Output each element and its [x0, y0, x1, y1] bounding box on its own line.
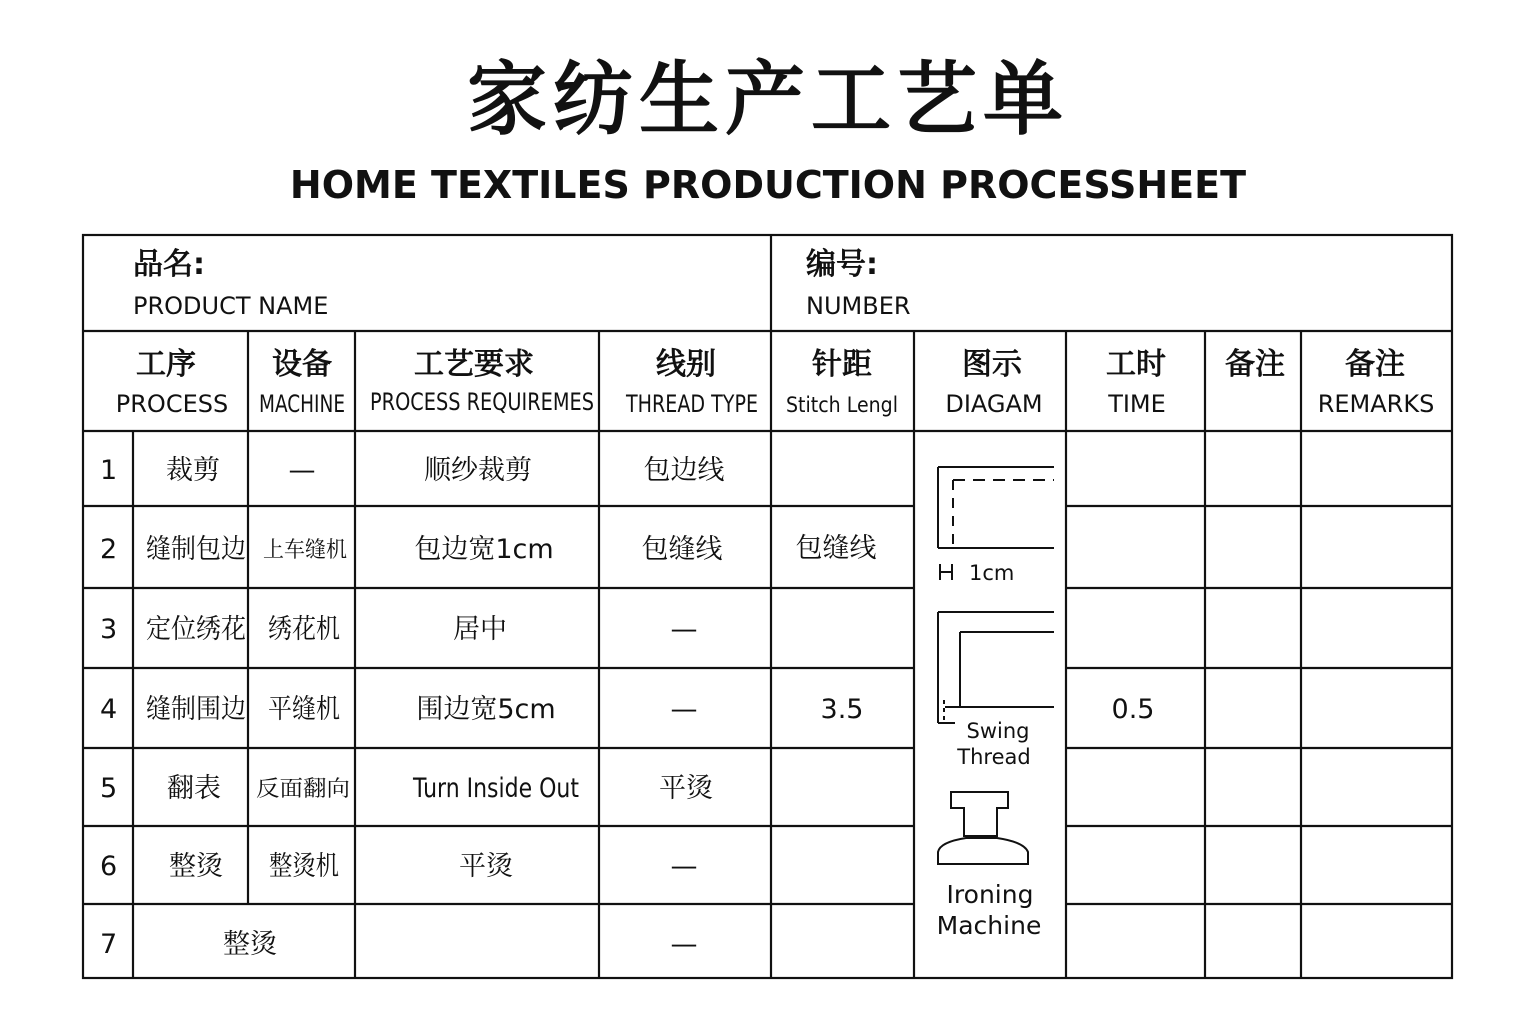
product-name-label-en: PRODUCT NAME — [133, 292, 329, 320]
machine-cell: 绣花机 — [268, 614, 340, 645]
table-row — [100, 455, 725, 486]
ironing-machine-icon — [938, 792, 1028, 864]
thread-cell: — — [670, 851, 698, 882]
table-row — [100, 773, 713, 804]
header-time-en: TIME — [1108, 390, 1166, 418]
header-remarks-en: REMARKS — [1317, 390, 1435, 418]
table-row — [100, 851, 698, 882]
row-number: 4 — [100, 694, 118, 725]
thread-cell: 平烫 — [659, 773, 713, 804]
header-process-en: PROCESS — [115, 390, 229, 418]
table-row — [100, 929, 698, 960]
header-diagram-cn: 图示 — [962, 347, 1022, 382]
machine-cell: — — [288, 455, 316, 486]
header-stitch-en: Stitch Lengl — [786, 393, 898, 417]
machine-cell: 整烫机 — [269, 851, 339, 882]
row-number: 2 — [100, 534, 118, 565]
requirement-cell: 顺纱裁剪 — [424, 455, 532, 486]
number-label-en: NUMBER — [806, 292, 911, 320]
thread-cell: 包边线 — [643, 455, 725, 486]
machine-cell: 平缝机 — [268, 694, 340, 725]
swing-thread-icon — [938, 612, 1054, 723]
requirement-cell: Turn Inside Out — [412, 773, 579, 804]
machine-cell: 反面翻向 — [256, 777, 350, 802]
header-remarks-cn: 备注 — [1345, 347, 1405, 382]
row-number: 5 — [100, 773, 118, 804]
title-english: HOME TEXTILES PRODUCTION PROCESSHEET — [289, 163, 1247, 207]
requirement-cell: 平烫 — [459, 851, 513, 882]
header-requirement-cn: 工艺要求 — [414, 347, 534, 382]
process-cell: 翻表 — [167, 773, 221, 804]
row-number: 1 — [100, 455, 118, 486]
process-cell: 定位绣花 — [146, 614, 246, 645]
stitch-cell: 3.5 — [820, 694, 864, 725]
header-time-cn: 工时 — [1106, 347, 1166, 382]
time-cell: 0.5 — [1111, 694, 1155, 725]
swing-label: Swing — [966, 719, 1030, 743]
thread-cell: 包缝线 — [641, 534, 723, 565]
title-chinese: 家纺生产工艺单 — [467, 53, 1069, 146]
seam-width-label: 1cm — [969, 561, 1015, 585]
stitch-cell: 包缝线 — [795, 533, 877, 564]
process-cell: 缝制围边 — [146, 694, 246, 725]
table-row — [100, 614, 698, 645]
machine-cell: 上车缝机 — [263, 538, 347, 563]
requirement-cell: 包边宽1cm — [414, 534, 554, 565]
machine-label: Machine — [936, 911, 1042, 940]
header-requirement-en: PROCESS REQUIREMES — [370, 388, 594, 416]
thread-cell: — — [670, 929, 698, 960]
header-row — [116, 347, 1435, 418]
thread-cell: — — [670, 694, 698, 725]
ironing-label: Ironing — [946, 880, 1034, 909]
header-stitch-cn: 针距 — [812, 347, 872, 382]
process-cell: 整烫 — [169, 851, 223, 882]
process-cell: 整烫 — [223, 929, 277, 960]
header-note-cn: 备注 — [1225, 347, 1285, 382]
process-cell: 缝制包边 — [146, 534, 246, 565]
header-diagram-en: DIAGAM — [945, 390, 1043, 418]
requirement-cell: 围边宽5cm — [416, 694, 556, 725]
header-thread-cn: 线别 — [656, 347, 716, 382]
header-machine-cn: 设备 — [272, 347, 332, 382]
thread-cell: — — [670, 614, 698, 645]
product-name-label-cn: 品名: — [133, 247, 205, 282]
number-label-cn: 编号: — [806, 247, 878, 282]
header-process-cn: 工序 — [136, 347, 196, 382]
row-number: 7 — [100, 929, 118, 960]
table-row — [100, 533, 877, 565]
header-thread-en: THREAD TYPE — [625, 390, 758, 418]
thread-label: Thread — [957, 745, 1031, 769]
row-number: 6 — [100, 851, 118, 882]
process-cell: 裁剪 — [166, 455, 220, 486]
requirement-cell: 居中 — [453, 614, 507, 645]
header-machine-en: MACHINE — [259, 390, 345, 418]
row-number: 3 — [100, 614, 118, 645]
